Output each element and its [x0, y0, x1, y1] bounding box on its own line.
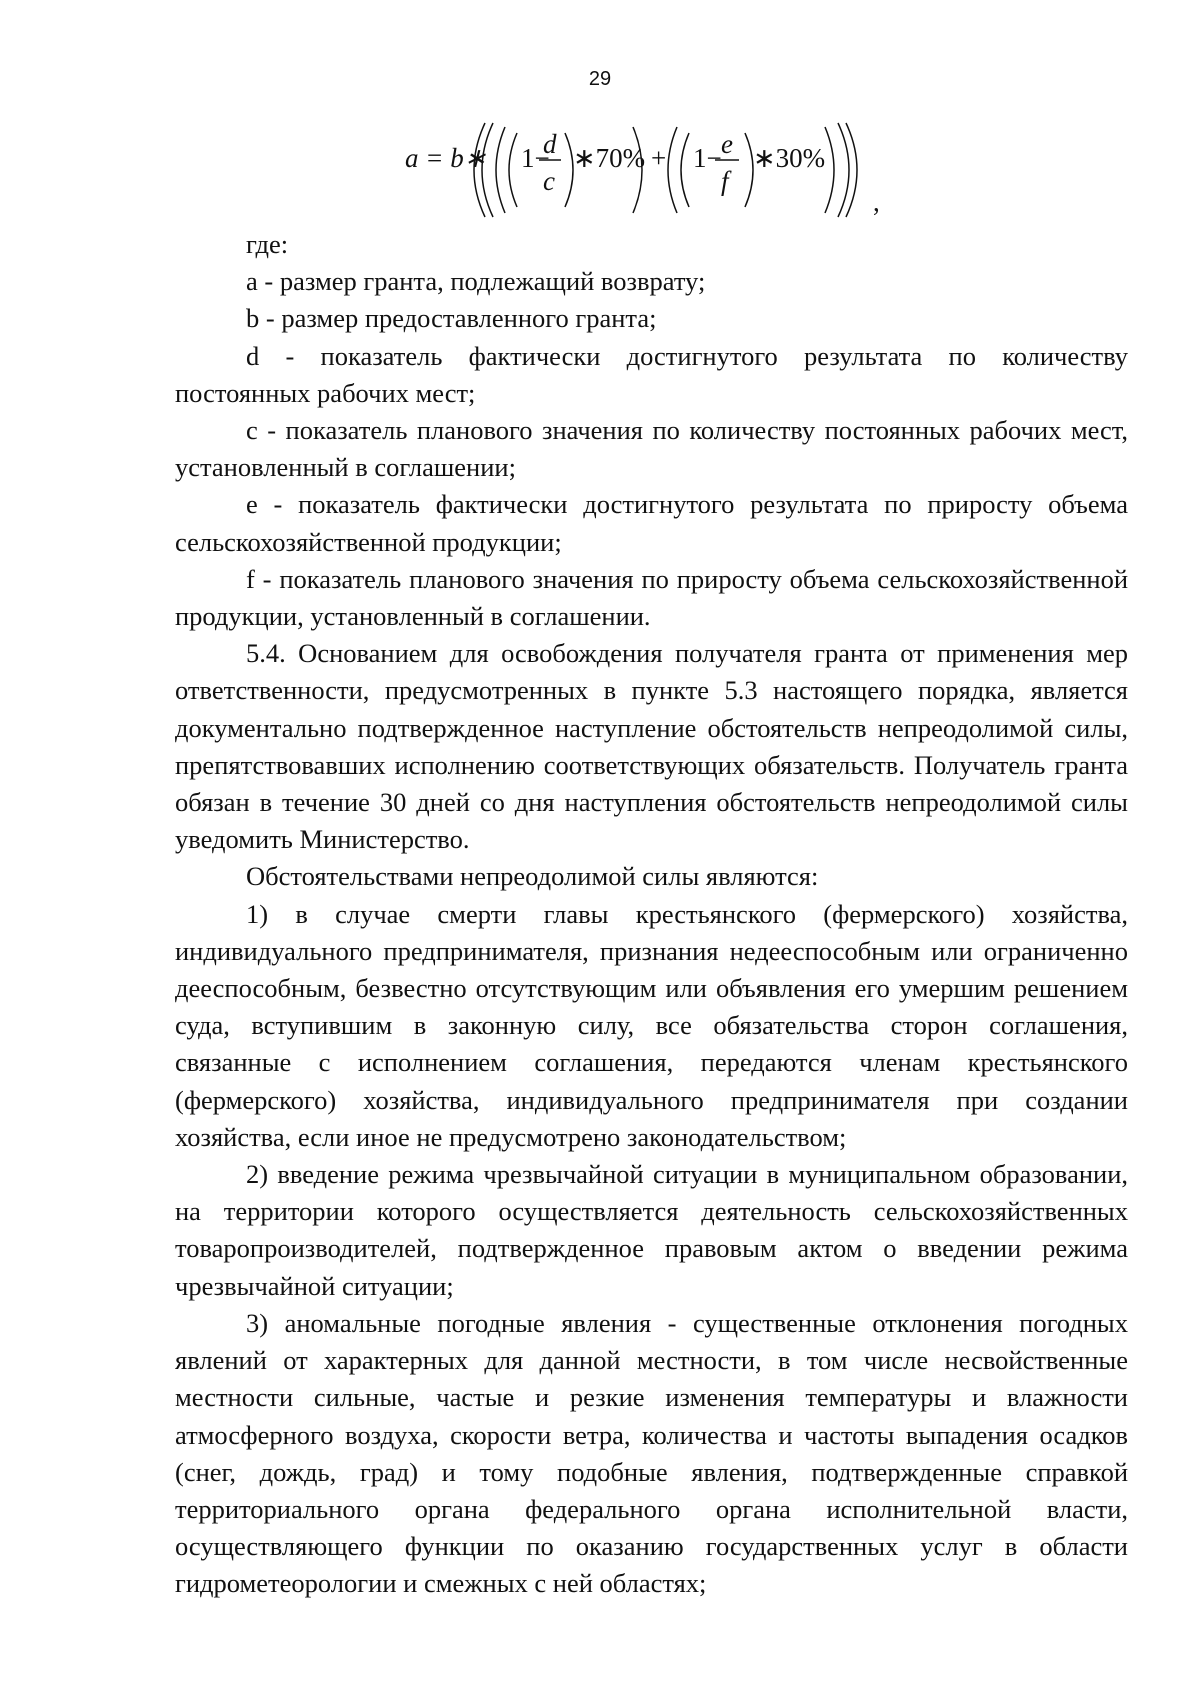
term2-paren-right: [825, 127, 834, 213]
force-majeure-item-3: 3) аномальные погодные явления - существенные отклонения погодных явлений от характерных для данной местности, в том числе несвойственные местности сильные, частые и резкие изменения температуры и влажности атмосферного воздуха, скорости ветра, количества и частоты выпадения осадков (снег, дождь, град) и тому подобные явления, подтвержденные справкой территориального органа федерального органа исполнительной власти, осуществляющего функции по оказанию государственных услуг в области гидрометеорологии и смежных с ней областях;: [175, 1307, 1128, 1599]
definition-f: f - показатель планового значения по приросту объема сельскохозяйственной продукции, установленный в соглашении.: [175, 563, 1128, 632]
formula-trailing-comma: ,: [873, 187, 880, 217]
clause-5-4: 5.4. Основанием для освобождения получателя гранта от применения мер ответственности, предусмотренных в пункте 5.3 настоящего порядка, является документально подтвержденное наступление обстоятельств непреодолимой силы, препятствовавших исполнению соответствующих обязательств. Получатель гранта обязан в течение 30 дней со дня наступления обстоятельств непреодолимой силы уведомить Министерство.: [175, 638, 1128, 855]
outer-paren-right: [838, 123, 849, 217]
term2-percent: ∗30%: [753, 143, 826, 173]
term1-percent: ∗70%: [573, 143, 646, 173]
formula-plus: +: [651, 143, 667, 173]
term1-paren-left: [496, 127, 505, 213]
definition-c: c - показатель планового значения по количеству постоянных рабочих мест, установленный в соглашении;: [175, 415, 1128, 483]
definition-a: a - размер гранта, подлежащий возврату;: [246, 266, 706, 297]
definition-e: e - показатель фактически достигнутого результата по приросту объема сельскохозяйственной продукции;: [175, 489, 1128, 557]
definition-b: b - размер предоставленного гранта;: [246, 303, 657, 334]
outer-paren-right-2: [846, 123, 857, 217]
paragraph-where: где:: [246, 229, 289, 259]
term2-inner-paren-left: [681, 133, 689, 207]
term2-denominator: f: [721, 166, 729, 196]
term2-one: 1−: [693, 143, 722, 173]
force-majeure-item-1: 1) в случае смерти главы крестьянского (фермерского) хозяйства, индивидуального предпринимателя, признания недееспособным или ограниченно дееспособным, безвестно отсутствующим или объявления его умершим решением суда, вступившим в законную силу, все обязательства сторон соглашения, связанные с исполнением соглашения, передаются членам крестьянского (фермерского) хозяйства, индивидуального предпринимателя при создании хозяйства, если иное не предусмотрено законодательством;: [175, 898, 1128, 1152]
definition-d: d - показатель фактически достигнутого результата по количеству постоянных рабочих мест;: [175, 340, 1128, 408]
grant-return-formula: [405, 115, 965, 225]
force-majeure-item-2: 2) введение режима чрезвычайной ситуации в муниципальном образовании, на территории которого осуществляется деятельность сельскохозяйственных товаропроизводителей, подтвержденное правовым актом о введении режима чрезвычайной ситуации;: [175, 1159, 1128, 1301]
term2-numerator: e: [721, 129, 733, 159]
term1-denominator: c: [543, 166, 555, 196]
formula-svg: [405, 115, 965, 225]
term1-inner-paren-right: [565, 133, 573, 207]
term2-paren-left: [668, 127, 677, 213]
force-majeure-heading: Обстоятельствами непреодолимой силы являются:: [246, 861, 819, 892]
term1-one: 1−: [521, 143, 550, 173]
term1-numerator: d: [543, 129, 557, 159]
document-body: [175, 226, 1128, 1603]
term1-inner-paren-left: [509, 133, 517, 207]
formula-lhs: a = b∗: [405, 143, 487, 173]
page-number: 29: [588, 68, 612, 90]
term2-inner-paren-right: [745, 133, 753, 207]
